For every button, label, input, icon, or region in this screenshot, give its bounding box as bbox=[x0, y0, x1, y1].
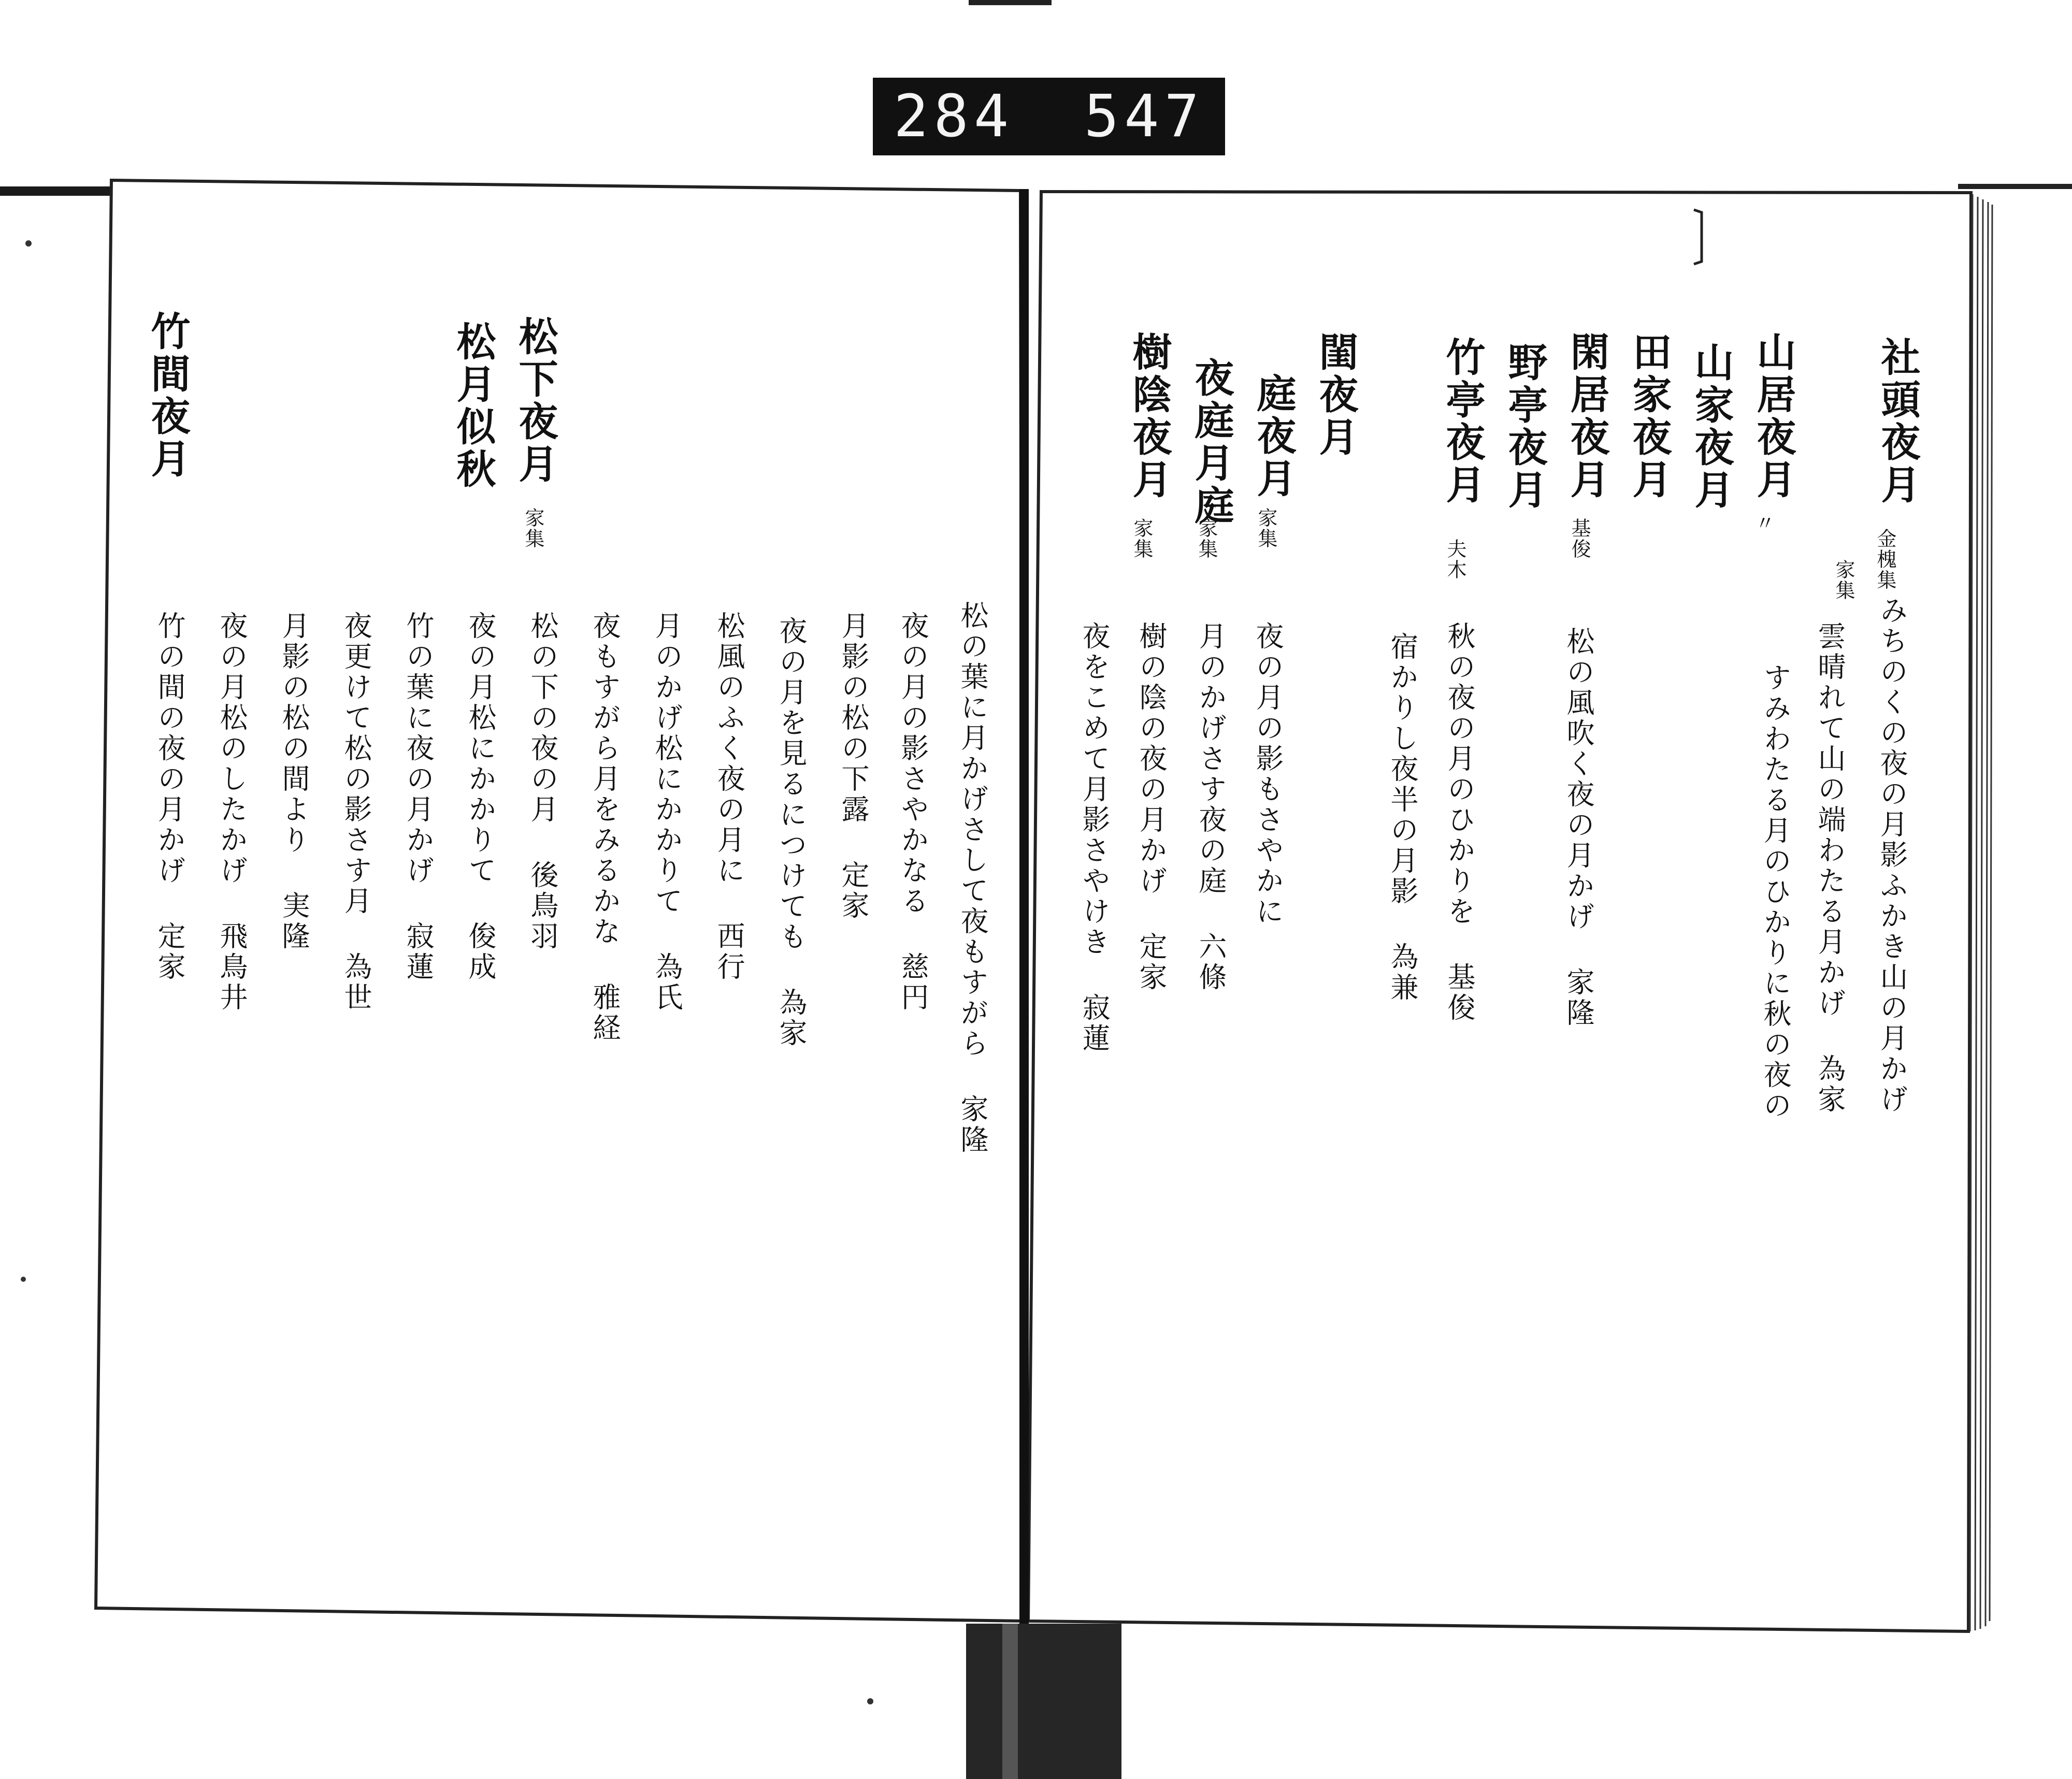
verse-line: 樹の陰の夜の月かげ 定家 bbox=[1135, 621, 1168, 993]
attribution: 金槐集 bbox=[1874, 528, 1896, 590]
verse-line: 夜更けて松の影さす月 為世 bbox=[340, 611, 372, 1013]
attribution: 家集 bbox=[1832, 559, 1855, 601]
right-edge-shadow bbox=[1958, 184, 2072, 189]
attribution: 家集 bbox=[1255, 508, 1277, 549]
verse-line: 夜の月の影もさやかに bbox=[1251, 621, 1284, 927]
verse-line: 秋の夜の月のひかりを 基俊 bbox=[1443, 621, 1476, 1023]
heading-yatei-getsutei: 夜庭月庭 bbox=[1188, 357, 1234, 527]
verse-line: 夜もすがら月をみるかな 雅経 bbox=[588, 611, 621, 1044]
verse-line: 月のかげさす夜の庭 六條 bbox=[1195, 621, 1227, 993]
heading-shouka-yagetsu: 松下夜月 bbox=[512, 316, 558, 486]
verse-line: 夜の月を見るにつけても 為家 bbox=[775, 616, 808, 1049]
heading-denka-yagetsu: 田家夜月 bbox=[1626, 331, 1672, 501]
attribution: 家集 bbox=[1130, 518, 1153, 559]
heading-ne-yagetsu: 閨夜月 bbox=[1313, 331, 1359, 459]
verse-line: 雲晴れて山の端わたる月かげ 為家 bbox=[1814, 621, 1846, 1115]
attribution: 家集 bbox=[1195, 518, 1218, 559]
heading-chikkan-yagetsu: 竹間夜月 bbox=[145, 311, 191, 481]
heading-sankyo-yagetsu: 山居夜月 bbox=[1750, 331, 1796, 501]
verse-line: 夜の月松にかかりて 俊成 bbox=[464, 611, 497, 982]
top-binding-stub bbox=[969, 0, 1052, 5]
attribution: 基俊 bbox=[1568, 518, 1591, 559]
verse-line: 夜の月の影さやかなる 慈円 bbox=[897, 611, 929, 1013]
catalog-number-right: 547 bbox=[1084, 83, 1204, 150]
heading-sanka-yagetsu: 山家夜月 bbox=[1688, 342, 1734, 512]
verse-line: 竹の間の夜の月かげ 定家 bbox=[153, 611, 186, 982]
catalog-number-label bbox=[873, 78, 1225, 155]
verse-line: 夜をこめて月影さやけき 寂蓮 bbox=[1078, 621, 1111, 1054]
heading-shougetsu-jishuu: 松月似秋 bbox=[450, 321, 496, 491]
verse-line: みちのくの夜の月影ふかき山の月かげ bbox=[1876, 596, 1908, 1115]
heading-kankyo-yagetsu: 閑居夜月 bbox=[1564, 331, 1610, 501]
attribution: 家集 bbox=[522, 508, 544, 549]
bottom-binding-highlight bbox=[1002, 1624, 1018, 1779]
verse-line: 夜の月松のしたかげ 飛鳥井 bbox=[215, 611, 248, 1013]
heading-niwa-yagetsu: 庭夜月 bbox=[1250, 373, 1297, 500]
verse-line: 松風のふく夜の月に 西行 bbox=[713, 611, 745, 982]
attribution: 夫木 bbox=[1444, 539, 1466, 580]
gutter-line bbox=[1019, 189, 1029, 1624]
verse-line: 月のかげ松にかかりて 為氏 bbox=[651, 611, 683, 1013]
verse-line: 松の下の夜の月 後鳥羽 bbox=[526, 611, 559, 952]
verse-line: 月影の松の下露 定家 bbox=[837, 611, 870, 921]
verse-line: 松の葉に月かげさして夜もすがら 家隆 bbox=[956, 601, 989, 1155]
heading-juin-yagetsu: 樹陰夜月 bbox=[1126, 331, 1172, 501]
heading-shatou-yagetsu: 社頭夜月 bbox=[1875, 337, 1921, 507]
fore-edge-lines bbox=[1970, 194, 1992, 1631]
left-edge-shadow bbox=[0, 186, 111, 196]
bottom-binding-block bbox=[966, 1624, 1121, 1779]
verse-line: 松の風吹く夜の月かげ 家隆 bbox=[1562, 627, 1595, 1029]
scan-speck bbox=[25, 240, 32, 247]
scan-speck bbox=[867, 1698, 873, 1704]
scan-speck bbox=[21, 1277, 26, 1282]
heading-chikutei-yagetsu: 竹亭夜月 bbox=[1440, 337, 1486, 507]
attribution: 〃 bbox=[1752, 513, 1775, 533]
heading-yatei-yagetsu: 野亭夜月 bbox=[1502, 342, 1548, 512]
verse-line: 宿かりし夜半の月影 為兼 bbox=[1386, 632, 1419, 1003]
verse-line: すみわたる月のひかりに秋の夜の bbox=[1759, 663, 1792, 1121]
catalog-number-left: 284 bbox=[894, 83, 1014, 150]
verse-line: 竹の葉に夜の月かげ 寂蓮 bbox=[402, 611, 435, 982]
verse-line: 月影の松の間より 実隆 bbox=[278, 611, 310, 952]
